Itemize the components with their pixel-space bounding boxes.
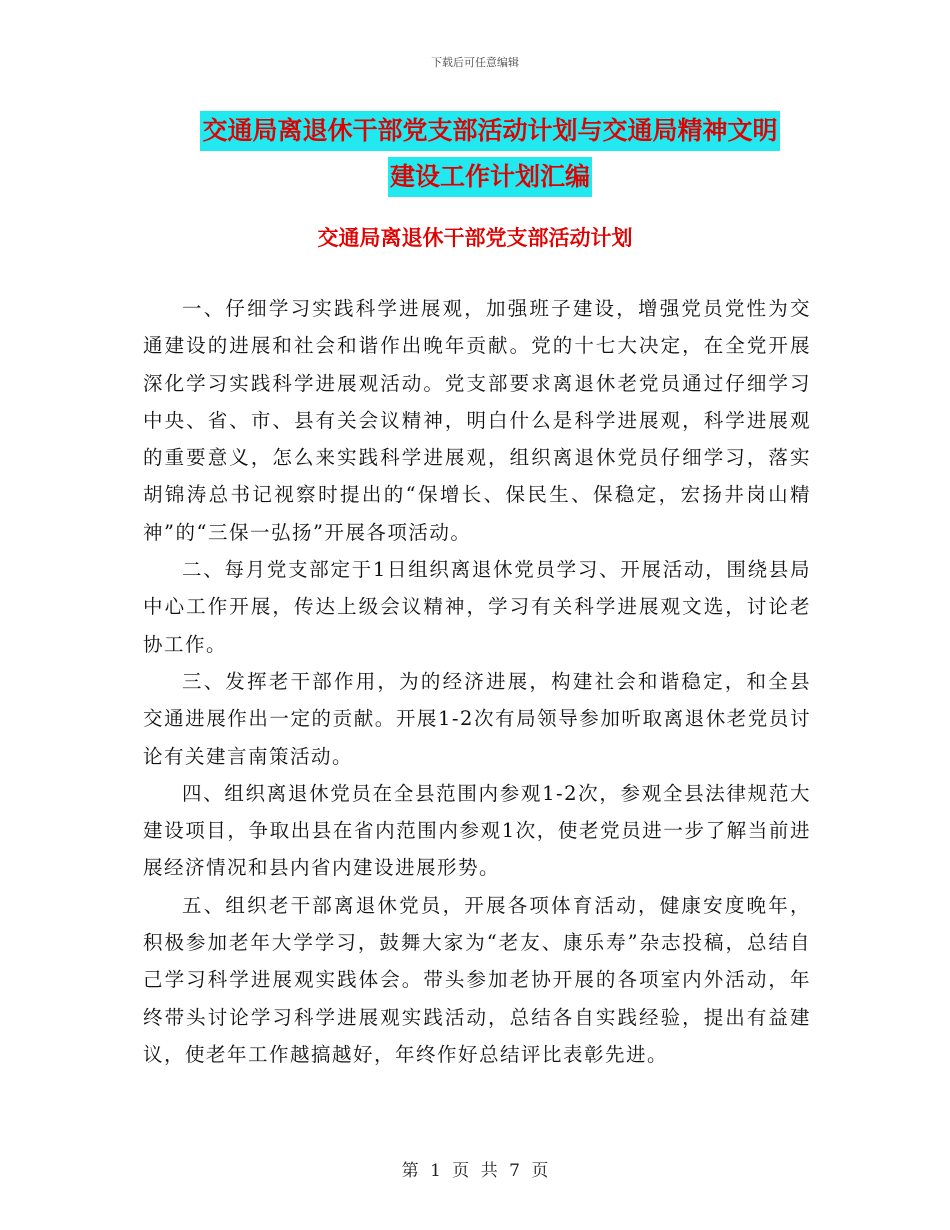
document-title — [140, 108, 840, 200]
paragraph-3: 三、发挥老干部作用，为的经济进展，构建社会和谐稳定，和全县交通进展作出一定的贡献。开展1-2次有局领导参加听取离退休老党员讨论有关建言南策活动。 — [143, 669, 811, 768]
document-title-line-1: 交通局离退休干部党支部活动计划与交通局精神文明 — [200, 111, 779, 151]
page-footer: 第 1 页 共 7 页 — [401, 1161, 549, 1181]
paragraph-2: 二、每月党支部定于1日组织离退休党员学习、开展活动，围绕县局中心工作开展，传达上级会议精神，学习有关科学进展观文选，讨论老协工作。 — [143, 558, 811, 656]
section-title: 交通局离退休干部党支部活动计划 — [317, 226, 633, 250]
paragraph-1: 一、仔细学习实践科学进展观，加强班子建设，增强党员党性为交通建设的进展和社会和谐作出晚年贡献。党的十七大决定，在全党开展深化学习实践科学进展观活动。党支部要求离退休老党员通过仔细学习中央、省、市、县有关会议精神，明白什么是科学进展观，科学进展观的重要意义，怎么来实践科学进展观，组织离退休党员仔细学习，落实胡锦涛总书记视察时提出的“保增长、保民生、保稳定，宏扬井岗山精神”的“三保一弘扬”开展各项活动。 — [143, 297, 811, 544]
paragraph-5: 五、组织老干部离退休党员，开展各项体育活动，健康安度晚年，积极参加老年大学学习，鼓舞大家为“老友、康乐寿”杂志投稿，总结自己学习科学进展观实践体会。带头参加老协开展的各项室内外活动，年终带头讨论学习科学进展观实践活动，总结各自实践经验，提出有益建议，使老年工作越搞越好，年终作好总结评比表彰先进。 — [143, 893, 811, 1066]
header-note: 下载后可任意编辑 — [431, 56, 519, 69]
document-body — [143, 290, 811, 1073]
document-title-line-2: 建设工作计划汇编 — [388, 157, 592, 197]
paragraph-4: 四、组织离退休党员在全县范围内参观1-2次，参观全县法律规范大建设项目，争取出县在省内范围内参观1次，使老党员进一步了解当前进展经济情况和县内省内建设进展形势。 — [143, 781, 811, 880]
